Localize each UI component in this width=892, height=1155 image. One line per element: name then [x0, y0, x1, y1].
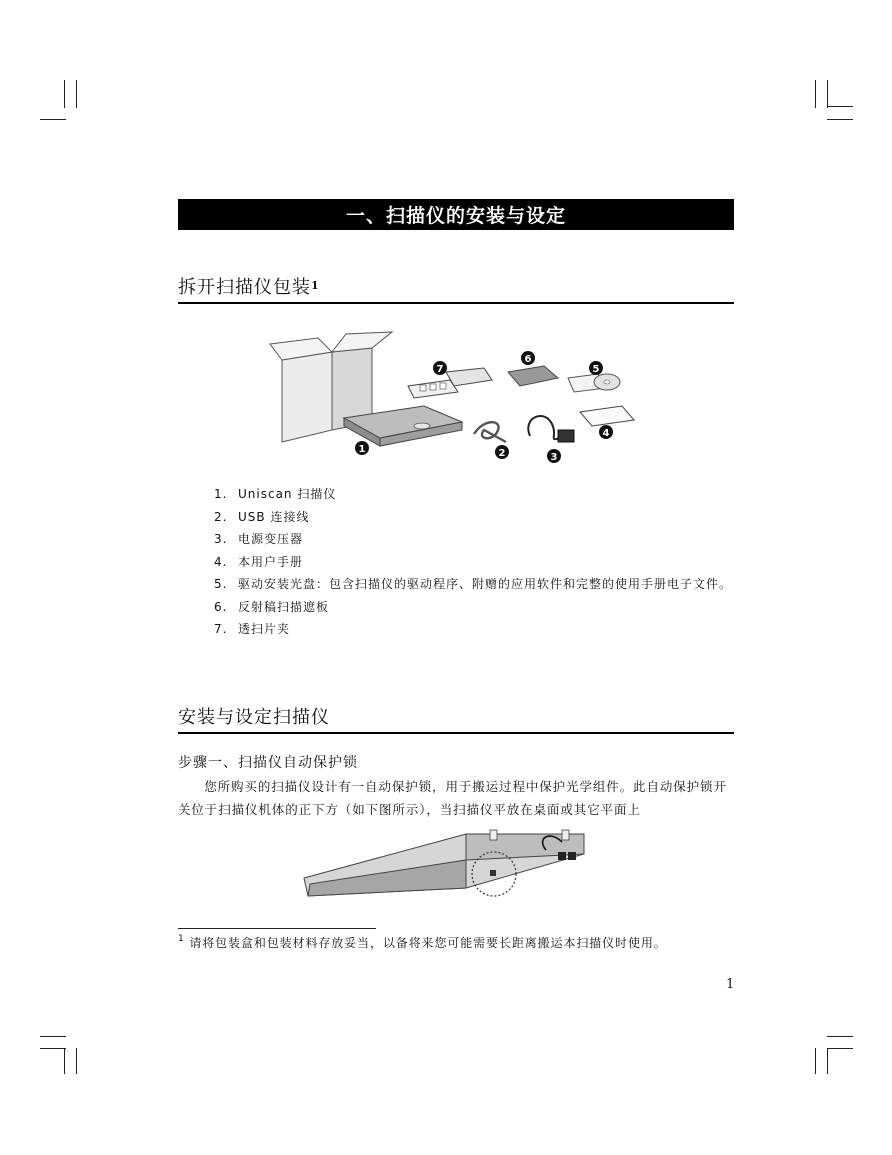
list-item	[214, 528, 736, 551]
list-item-text: USB 连接线	[238, 509, 310, 524]
crop-mark	[64, 80, 65, 108]
crop-mark	[815, 1048, 816, 1074]
step-heading: 步骤一、扫描仪自动保护锁	[178, 755, 358, 771]
footnote-text: 请将包装盒和包装材料存放妥当，以备将来您可能需要长距离搬运本扫描仪时使用。	[189, 936, 667, 950]
list-item	[214, 551, 736, 574]
package-contents-list	[214, 483, 736, 641]
footnote	[178, 934, 738, 951]
svg-text:6: 6	[524, 354, 532, 365]
chapter-title: 一、扫描仪的安装与设定	[178, 199, 734, 230]
callout-7	[433, 361, 447, 375]
list-item	[214, 483, 736, 506]
callout-5	[589, 361, 603, 375]
crop-mark	[827, 1048, 828, 1074]
section-title-install	[178, 706, 734, 734]
callout-1	[355, 441, 369, 455]
scanner-side-view-illustration	[304, 830, 584, 896]
crop-mark	[827, 1048, 853, 1049]
svg-text:1: 1	[358, 444, 366, 455]
callout-6	[521, 351, 535, 365]
svg-text:2: 2	[498, 448, 506, 459]
list-item-number: 1.	[214, 487, 228, 501]
package-contents-figure	[262, 330, 640, 470]
list-item-text: 驱动安装光盘：包含扫描仪的驱动程序、附赠的应用软件和完整的使用手册电子文件。	[238, 577, 733, 591]
crop-mark	[40, 119, 66, 120]
footnote-reference: 1	[311, 279, 320, 292]
list-item-number: 3.	[214, 532, 228, 546]
section-title-text: 拆开扫描仪包装	[178, 277, 311, 298]
list-item-number: 2.	[214, 509, 228, 524]
callout-4	[599, 425, 613, 439]
list-item	[214, 618, 736, 641]
crop-mark	[827, 106, 853, 107]
usb-cable-illustration	[474, 422, 506, 442]
svg-text:7: 7	[436, 364, 444, 375]
crop-mark	[76, 1048, 77, 1074]
section-title-unpack	[178, 276, 734, 304]
footnote-mark: 1	[178, 934, 185, 944]
section-title-text: 安装与设定扫描仪	[178, 707, 330, 728]
list-item-number: 7.	[214, 622, 228, 636]
footnote-divider	[178, 928, 376, 929]
list-item-number: 4.	[214, 554, 228, 569]
user-manual-illustration	[580, 406, 634, 426]
scanner-lock-figure	[300, 826, 590, 900]
svg-text:4: 4	[602, 428, 610, 439]
crop-mark	[40, 1048, 66, 1049]
list-item-text: 透扫片夹	[238, 622, 291, 636]
crop-mark	[827, 1036, 853, 1037]
list-item-text: 本用户手册	[238, 554, 304, 569]
power-adapter-illustration	[528, 416, 574, 442]
list-item-number: 6.	[214, 599, 228, 614]
crop-mark	[64, 1048, 65, 1074]
list-item	[214, 573, 736, 596]
crop-mark	[40, 1036, 66, 1037]
body-paragraph: 您所购买的扫描仪设计有一自动保护锁，用于搬运过程中保护光学组件。此自动保护锁开关位于扫描仪机体的正下方（如下图所示），当扫描仪平放在桌面或其它平面上	[178, 779, 727, 817]
lock-switch-icon	[490, 870, 496, 876]
callout-3	[547, 449, 561, 463]
callout-2	[495, 445, 509, 459]
svg-text:5: 5	[592, 364, 600, 375]
film-holder-illustration	[408, 368, 492, 398]
crop-mark	[815, 80, 816, 108]
list-item-text: Uniscan 扫描仪	[238, 487, 337, 501]
svg-text:3: 3	[550, 452, 558, 463]
page-number: 1	[726, 977, 735, 992]
list-item-text: 电源变压器	[238, 532, 304, 546]
reflective-cover-illustration	[508, 366, 558, 386]
list-item	[214, 506, 736, 529]
crop-mark	[827, 80, 828, 108]
list-item-number: 5.	[214, 577, 228, 591]
crop-mark	[827, 119, 853, 120]
crop-mark	[76, 80, 77, 108]
driver-cd-illustration	[568, 374, 620, 392]
list-item-text: 反射稿扫描遮板	[238, 599, 330, 614]
list-item	[214, 596, 736, 619]
